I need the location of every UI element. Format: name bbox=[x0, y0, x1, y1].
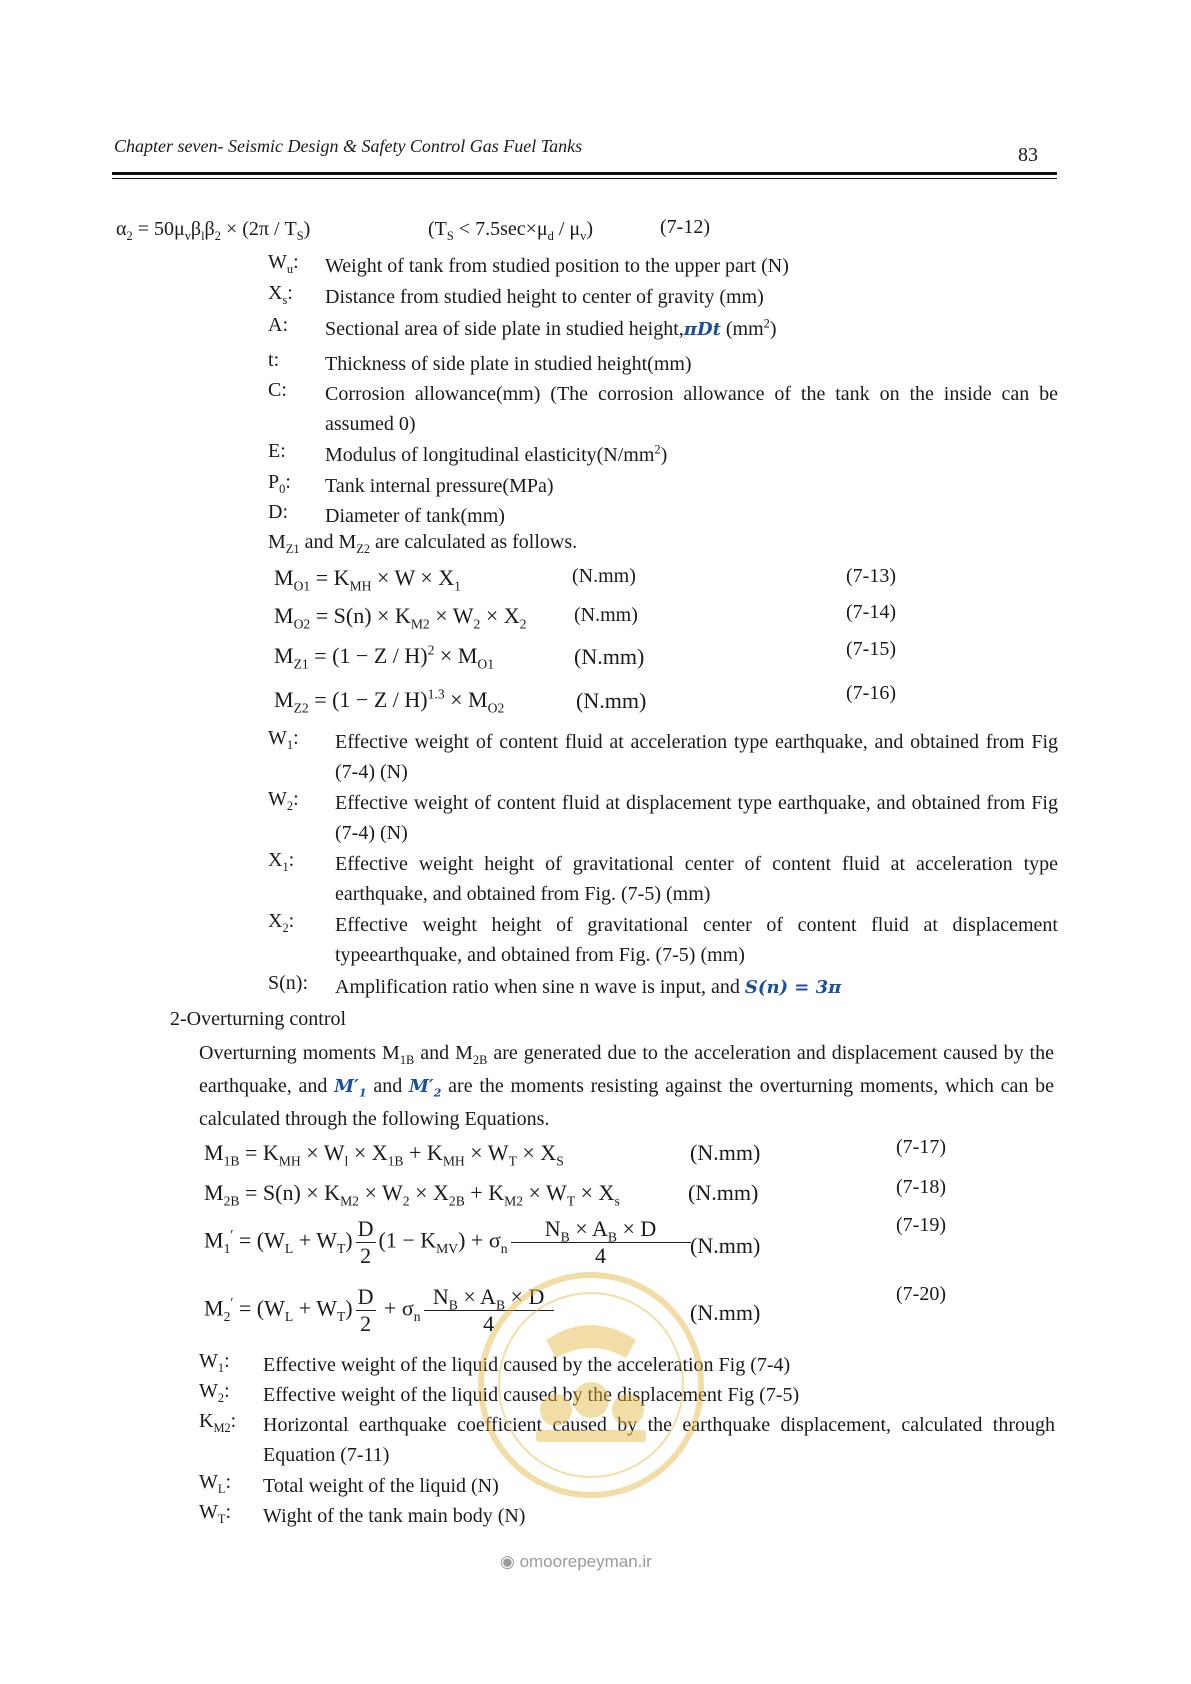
equation-unit: (N.mm) bbox=[688, 1180, 759, 1205]
formula-pi-dt: πDt bbox=[683, 319, 721, 340]
equation-7-17: $M_{1B} = K_{MH} \times W_l \times X_{1B} + K_{MH} \times W_T \times X_S$ bbox=[204, 1140, 564, 1169]
equation-number: (7-13) bbox=[846, 565, 896, 587]
header-rule-thin bbox=[112, 178, 1057, 179]
equation-number: (7-15) bbox=[846, 638, 896, 660]
equation-unit: (N.mm) bbox=[574, 604, 638, 626]
paragraph-overturning: Overturning moments $M_{1B}$ and $M_{2B}$ are generated due to the acceleration and displacement caused by the earthquake, and $M'_1$ and $M'_2$ are the moments resisting against the overturning moments, which can be calculated through the following Equations. bbox=[199, 1042, 1054, 1130]
equation-7-18: $M_{2B} = S(n) \times K_{M2} \times W_2 \times X_{2B} + K_{M2} \times W_T \times X_s$ bbox=[204, 1180, 620, 1209]
formula-m2-prime: $M'_2$ bbox=[408, 1076, 442, 1100]
equation-number: (7-19) bbox=[896, 1214, 946, 1236]
equation-7-19: $M_1' = (W_L + W_T)$ $\frac{D}{2}$ $(1 - K_{MV}) + \sigma_n$ $\frac{N_B \times A_B \times D}{4}$ bbox=[204, 1216, 694, 1269]
equation-unit: (N.mm) bbox=[576, 688, 647, 713]
equation-number: (7-12) bbox=[660, 216, 710, 238]
equation-7-16: $M_{Z2} = (1 - Z / H)^{1.3} \times M_{O2}$ bbox=[274, 686, 505, 716]
formula-s-n: S(n) = 3π bbox=[744, 977, 842, 998]
equation-7-13: $M_{O1} = K_{MH} \times W \times X_1$ bbox=[274, 565, 461, 594]
equation-unit: (N.mm) bbox=[690, 1140, 761, 1165]
equation-unit: (N.mm) bbox=[572, 565, 636, 587]
mz-intro: $M_{Z1}$ and $M_{Z2}$ are calculated as follows. bbox=[268, 531, 578, 556]
header-rule-thick bbox=[112, 172, 1057, 175]
formula-m1-prime: $M'_1$ bbox=[334, 1076, 367, 1100]
equation-7-20: $M_2' = (W_L + W_T)$ $\frac{D}{2}$ + $\sigma_n$ $\frac{N_B \times A_B \times D}{4}$ bbox=[204, 1284, 557, 1337]
equation-7-14: $M_{O2} = S(n) \times K_{M2} \times W_2 \times X_2$ bbox=[274, 603, 527, 632]
equation-unit: (N.mm) bbox=[574, 644, 645, 669]
logo-seal-icon bbox=[466, 1260, 716, 1510]
equation-number: (7-18) bbox=[896, 1176, 946, 1198]
equation-number: (7-14) bbox=[846, 601, 896, 623]
page-number: 83 bbox=[1018, 144, 1038, 166]
watermark-text: ◉ omoorepeyman.ir bbox=[500, 1552, 652, 1571]
running-header: Chapter seven- Seismic Design & Safety Control Gas Fuel Tanks bbox=[114, 136, 583, 156]
equation-7-12: $\alpha_2 = 50\mu_v\beta_l\beta_2 \times (2\pi / T_S)$ bbox=[116, 218, 311, 243]
equation-7-15: $M_{Z1} = (1 - Z / H)^2 \times M_{O1}$ bbox=[274, 642, 495, 672]
equation-number: (7-16) bbox=[846, 682, 896, 704]
section-heading: 2-Overturning control bbox=[170, 1008, 347, 1030]
equation-unit: (N.mm) bbox=[690, 1233, 761, 1258]
equation-number: (7-20) bbox=[896, 1283, 946, 1305]
equation-unit: (N.mm) bbox=[690, 1300, 761, 1325]
equation-7-12-condition: $(T_S < 7.5\sec\times\mu_d / \mu_v)$ bbox=[428, 218, 593, 243]
equation-number: (7-17) bbox=[896, 1136, 946, 1158]
